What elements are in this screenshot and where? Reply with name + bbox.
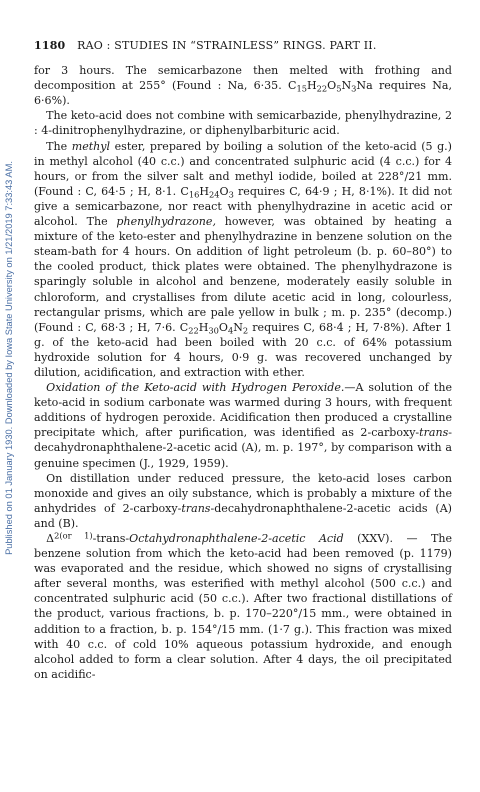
- subscript: 5: [336, 83, 342, 94]
- paragraph-methyl-ester: [34, 139, 452, 381]
- article-page: [34, 38, 452, 682]
- subscript: 22: [188, 325, 199, 336]
- superscript: 2(or 1): [54, 530, 93, 541]
- text-run: ester, prepared by boiling a solution of the keto-acid (5 g.) in methyl alcohol (40 c.c.) and concentrated sulphuric acid (4 c.c.) for 4 hours, or from the silver salt and methyl iodide, boiled at 228°/21 mm. (Found : C, 64·5 ; H, 8·1. C: [34, 139, 452, 198]
- paragraph-semicarbazone: [34, 63, 452, 108]
- paragraph-octahydronaphthalene: [34, 531, 452, 682]
- text-run: —A solution of the keto-acid in sodium carbonate was warmed during 3 hours, with frequent additions of hydrogen peroxide. Acidification then produced a crystalline precipitate which, after purification, was identified as 2-carboxy-: [34, 381, 452, 440]
- running-header: [34, 38, 452, 53]
- text-run: N: [233, 320, 243, 334]
- section-heading: Oxidation of the Keto-acid with Hydrogen Peroxide.: [46, 381, 345, 395]
- italic-term: phenylhydrazone,: [116, 215, 216, 229]
- subscript: 3: [228, 189, 234, 200]
- text-run: O: [218, 320, 228, 334]
- text-run: for 3 hours. The semicarbazone then melted with frothing and decomposition at 255° (Found : Na, 6·35. C: [34, 64, 452, 93]
- running-title: RAO : STUDIES IN “STRAINLESS” RINGS. PART II.: [77, 39, 377, 52]
- paragraph-oxidation: [34, 380, 452, 471]
- text-run: O: [327, 79, 337, 93]
- text-run: (XXV). — The benzene solution from which the keto-acid had been removed (p. 1179) was evaporated and the residue, which showed no signs of crystallising after several months, was esterified with methyl alcohol (500 c.c.) and concentrated sulphuric acid (50 c.c.). After two fractional distillations of the product, various fractions, b. p. 170–220°/15 mm., were obtained in addition to a fraction, b. p. 154°/15 mm. (1·7 g.). This fraction was mixed with 40 c.c. of cold 10% aqueous potassium hydroxide, and enough alcohol added to form a clear solution. After 4 days, the oil precipitated on acidific-: [34, 532, 452, 681]
- text-run: The: [46, 139, 72, 153]
- italic-term: trans: [419, 426, 449, 440]
- watermark-text: Published on 01 January 1930. Downloaded by Iowa State University on 1/21/2019 7:33:43 AM.: [4, 161, 14, 555]
- text-run: -decahydronaphthalene-2-acetic acids (A) and (B).: [34, 501, 452, 530]
- paragraph-distillation: [34, 471, 452, 531]
- text-run: -trans-: [92, 532, 130, 545]
- subscript: 24: [208, 189, 220, 200]
- italic-term: methyl: [71, 139, 111, 153]
- publication-watermark: [2, 78, 16, 638]
- text-run: H: [199, 184, 209, 198]
- delta-symbol: Δ: [46, 532, 55, 545]
- subscript: 4: [227, 325, 234, 336]
- text-run: On distillation under reduced pressure, the keto-acid loses carbon monoxide and gives an oily substance, which is probably a mixture of the anhydrides of 2-carboxy-: [34, 471, 452, 515]
- subscript: 15: [296, 83, 307, 94]
- text-run: -decahydronaphthalene-2-acetic acid (A), m. p. 197°, by comparison with a genuine specimen (J., 1929, 1959).: [34, 426, 452, 470]
- section-heading: Octahydronaphthalene-2-acetic Acid: [129, 532, 344, 545]
- text-run: N: [341, 79, 352, 93]
- text-run: requires C, 68·4 ; H, 7·8%). After 1 g. of the keto-acid had been boiled with 20 c.c. of 64% potassium hydroxide solution for 4 hours, 0·9 g. was recovered unchanged by dilution, acidification, and extraction with ether.: [34, 320, 452, 379]
- page-number: 1180: [34, 39, 66, 52]
- text-run: H: [198, 320, 209, 334]
- subscript: 2: [242, 325, 249, 336]
- text-run: Na requires Na, 6·6%).: [34, 79, 452, 108]
- subscript: 30: [208, 325, 219, 336]
- text-run: however, was obtained by heating a mixture of the keto-ester and phenylhydrazine in benzene solution on the steam-bath for 4 hours. On addition of light petroleum (b. p. 60–80°) to the cooled product, thick plates were obtained. The phenylhydrazone is sparingly soluble in alcohol and benzene, moderately easily soluble in chloroform, and crystallises from dilute acetic acid in long, colourless, rectangular prisms, which are pale yellow in bulk ; m. p. 235° (decomp.) (Found : C, 68·3 ; H, 7·6. C: [34, 215, 452, 334]
- italic-term: trans: [181, 501, 211, 515]
- text-run: requires C, 64·9 ; H, 8·1%). It did not give a semicarbazone, nor react with phenylhydrazine in acetic acid or alcohol. The: [34, 184, 452, 229]
- subscript: 16: [188, 189, 200, 200]
- subscript: 22: [316, 83, 328, 94]
- text-run: H: [306, 79, 317, 93]
- subscript: 3: [351, 83, 357, 94]
- paragraph-keto-acid: The keto-acid does not combine with semicarbazide, phenylhydrazine, 2 : 4-dinitrophenylhydrazine, or diphenylbarbituric acid.: [34, 109, 452, 138]
- text-run: O: [219, 184, 229, 198]
